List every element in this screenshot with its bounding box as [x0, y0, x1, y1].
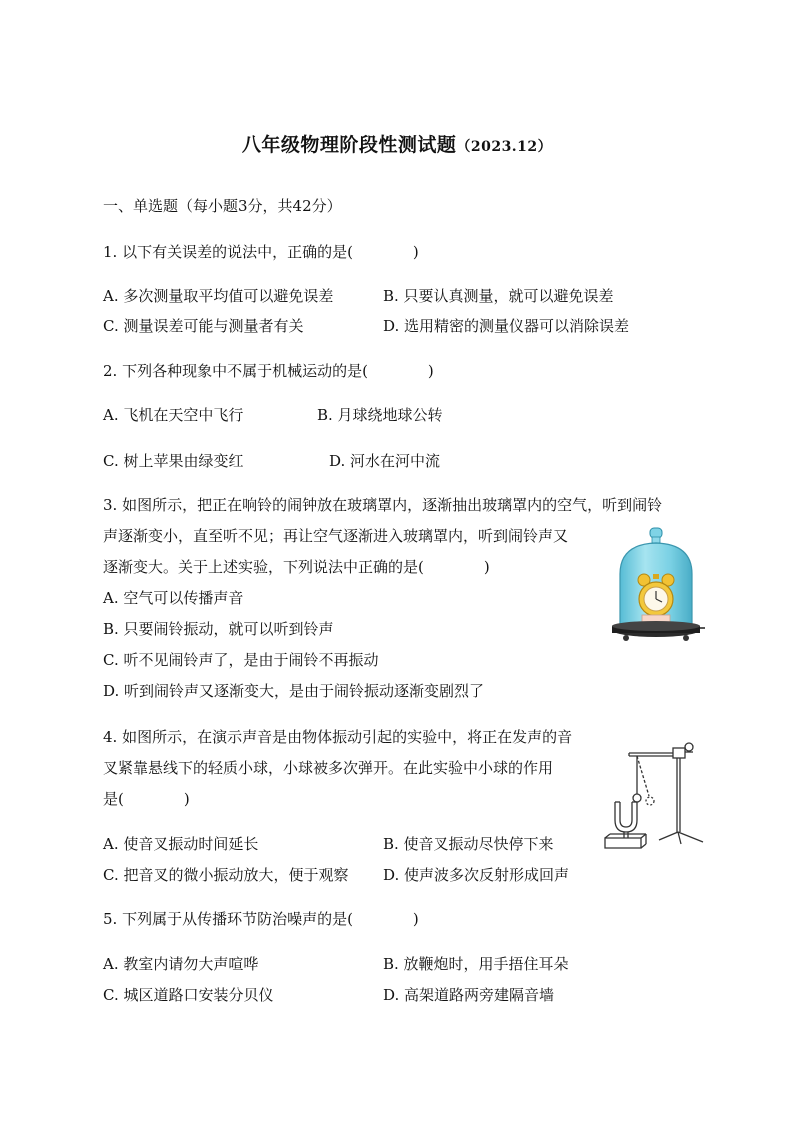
q4-option-b: B. 使音叉振动尽快停下来	[383, 835, 554, 853]
q2-stem: 2. 下列各种现象中不属于机械运动的是( )	[103, 362, 434, 380]
q4-option-d: D. 使声波多次反射形成回声	[383, 866, 570, 884]
page-title	[0, 130, 794, 157]
q3-stem-line1: 3. 如图所示，把正在响铃的闹钟放在玻璃罩内，逐渐抽出玻璃罩内的空气，听到闹铃	[103, 496, 663, 514]
q3-option-b: B. 只要闹铃振动，就可以听到铃声	[103, 620, 334, 638]
q2-option-a: A. 飞机在天空中飞行	[103, 406, 244, 424]
q4-stem-line1: 4. 如图所示，在演示声音是由物体振动引起的实验中，将正在发声的音	[103, 728, 573, 746]
q2-option-b: B. 月球绕地球公转	[317, 406, 443, 424]
q3-option-d: D. 听到闹铃声又逐渐变大，是由于闹铃振动逐渐变剧烈了	[103, 682, 485, 700]
q1-option-a: A. 多次测量取平均值可以避免误差	[103, 287, 334, 305]
q4-option-a: A. 使音叉振动时间延长	[103, 835, 259, 853]
q5-stem: 5. 下列属于从传播环节防治噪声的是( )	[103, 910, 419, 928]
q3-option-a: A. 空气可以传播声音	[103, 589, 244, 607]
tuning-fork-ball-figure	[601, 740, 711, 852]
bell-jar-alarm-clock-figure	[606, 526, 706, 648]
q1-option-c: C. 测量误差可能与测量者有关	[103, 317, 304, 335]
q2-option-c: C. 树上苹果由绿变红	[103, 452, 244, 470]
q2-option-d: D. 河水在河中流	[329, 452, 441, 470]
q3-stem-line3: 逐渐变大。关于上述实验，下列说法中正确的是( )	[103, 558, 490, 576]
q4-stem-line2: 叉紧靠悬线下的轻质小球，小球被多次弹开。在此实验中小球的作用	[103, 759, 554, 777]
q1-option-b: B. 只要认真测量，就可以避免误差	[383, 287, 614, 305]
q1-stem: 1. 以下有关误差的说法中，正确的是( )	[103, 243, 419, 261]
q3-stem-line2: 声逐渐变小，直至听不见；再让空气逐渐进入玻璃罩内，听到闹铃声又	[103, 527, 569, 545]
q1-option-d: D. 选用精密的测量仪器可以消除误差	[383, 317, 630, 335]
q4-stem-line3: 是( )	[103, 790, 190, 808]
q5-option-d: D. 高架道路两旁建隔音墙	[383, 986, 555, 1004]
title-year: （2023.12）	[456, 139, 553, 155]
q3-option-c: C. 听不见闹铃声了，是由于闹铃不再振动	[103, 651, 379, 669]
q4-option-c: C. 把音叉的微小振动放大，便于观察	[103, 866, 349, 884]
section-heading: 一、单选题（每小题3分，共42分）	[103, 197, 342, 215]
title-text: 八年级物理阶段性测试题	[241, 134, 457, 156]
q5-option-a: A. 教室内请勿大声喧哗	[103, 955, 259, 973]
q5-option-b: B. 放鞭炮时，用手捂住耳朵	[383, 955, 569, 973]
q5-option-c: C. 城区道路口安装分贝仪	[103, 986, 274, 1004]
